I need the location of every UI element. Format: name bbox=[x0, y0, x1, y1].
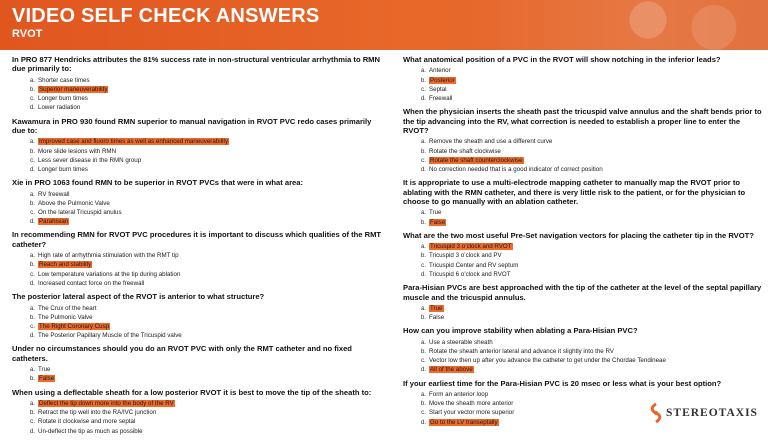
option-letter: a. bbox=[29, 190, 35, 198]
option-letter: a. bbox=[420, 338, 426, 346]
option-letter: b. bbox=[29, 86, 35, 94]
correct-answer-highlight: Posterior bbox=[430, 76, 455, 84]
answer-option-correct bbox=[420, 218, 763, 227]
answer-option bbox=[30, 270, 384, 279]
option-letter: a. bbox=[420, 67, 426, 75]
answer-option bbox=[29, 408, 384, 417]
answer-option bbox=[420, 94, 763, 103]
correct-answer-highlight: Go to the LV transeptally bbox=[430, 418, 498, 426]
answer-option-correct bbox=[29, 217, 384, 226]
answer-option-correct bbox=[420, 365, 763, 374]
answer-option bbox=[420, 338, 763, 347]
answer-option bbox=[420, 313, 763, 322]
option-letter: c. bbox=[421, 261, 426, 269]
option-text: False bbox=[429, 314, 445, 322]
question-block bbox=[12, 55, 384, 113]
option-letter: b. bbox=[420, 400, 426, 408]
answer-option bbox=[29, 251, 384, 260]
answer-option bbox=[30, 94, 384, 103]
option-text: Start your vector more superior bbox=[429, 409, 515, 417]
answer-list bbox=[12, 399, 384, 436]
option-letter: b. bbox=[29, 313, 35, 321]
option-text: Above the Pulmonic Valve bbox=[38, 199, 110, 207]
logo-text: STEREOTAXIS bbox=[666, 407, 758, 419]
answer-option bbox=[420, 66, 763, 75]
option-letter: b. bbox=[29, 261, 35, 269]
option-text: Low temperature variations at the tip during ablation bbox=[38, 270, 181, 278]
answer-option bbox=[29, 190, 384, 199]
answer-option bbox=[420, 347, 763, 356]
answer-option bbox=[29, 365, 384, 374]
option-text: Lower radiation bbox=[38, 104, 81, 112]
option-text: More slide lesions with RMN bbox=[38, 147, 117, 155]
correct-answer-highlight: Improved case and fluoro times as well as enhanced maneuverability bbox=[39, 138, 229, 146]
answer-option bbox=[421, 356, 763, 365]
question-block bbox=[403, 283, 763, 322]
option-letter: b. bbox=[420, 76, 426, 84]
left-column bbox=[12, 55, 384, 440]
option-letter: b. bbox=[29, 375, 35, 383]
correct-answer-highlight: Superior maneuverability bbox=[39, 86, 108, 94]
page-subtitle: RVOT bbox=[12, 28, 43, 40]
option-letter: c. bbox=[421, 357, 426, 365]
option-letter: d. bbox=[29, 279, 35, 287]
option-text: Move the sheath more anterior bbox=[429, 400, 514, 408]
question-text: When using a deflectable sheath for a low posterior RVOT it is best to move the tip of the sheath to: bbox=[12, 387, 372, 397]
option-text: Tricuspid Center and RV septum bbox=[429, 261, 519, 269]
answer-option bbox=[29, 304, 384, 313]
option-text: Freewall bbox=[429, 95, 453, 103]
correct-answer-highlight: Tricuspid 3 o’clock and RVOT bbox=[430, 243, 512, 251]
option-letter: b. bbox=[420, 147, 426, 155]
option-letter: d. bbox=[29, 427, 35, 435]
logo-mark-icon bbox=[648, 403, 664, 423]
option-letter: a. bbox=[420, 243, 426, 251]
answer-list bbox=[12, 251, 384, 288]
header-banner bbox=[0, 0, 768, 50]
answer-list bbox=[12, 76, 384, 113]
answer-list bbox=[403, 304, 763, 322]
option-text: Anterior bbox=[429, 67, 451, 75]
answer-list bbox=[403, 66, 763, 103]
question-text: What anatomical position of a PVC in the RVOT will show notching in the inferior leads? bbox=[403, 55, 721, 64]
correct-answer-highlight: All of the above bbox=[430, 366, 473, 374]
option-text: True bbox=[38, 366, 51, 374]
answer-option bbox=[420, 137, 763, 146]
option-text: Vector low then up after you advance the catheter to get under the Chordae Tendineae bbox=[429, 357, 666, 365]
question-block bbox=[12, 344, 384, 383]
question-block bbox=[403, 55, 763, 103]
right-column bbox=[403, 55, 763, 431]
answer-option-correct bbox=[420, 76, 763, 85]
question-text: When the physician inserts the sheath past the tricuspid valve annulus and the shaft bends prior to the tip advancing into the RV, what correction is needed to establish a proper line to enter the RVOT? bbox=[403, 107, 762, 136]
question-block bbox=[403, 178, 763, 227]
answer-option bbox=[29, 279, 384, 288]
correct-answer-highlight: Deflect the tip down more into the body of the RV bbox=[39, 399, 174, 407]
option-text: Use a steerable sheath bbox=[429, 338, 493, 346]
option-text: Rotate it clockwise and more septal bbox=[38, 418, 136, 426]
answer-option bbox=[29, 199, 384, 208]
question-text: In recommending RMN for RVOT PVC procedures it is important to discuss which qualities of the RMT catheter? bbox=[12, 230, 382, 249]
option-letter: c. bbox=[421, 409, 426, 417]
question-block bbox=[12, 117, 384, 175]
answer-list bbox=[12, 137, 384, 174]
option-letter: c. bbox=[30, 322, 35, 330]
answer-option bbox=[29, 165, 384, 174]
answer-option bbox=[29, 76, 384, 85]
option-letter: d. bbox=[420, 366, 426, 374]
option-text: Shorter case times bbox=[38, 76, 90, 84]
header-decoration bbox=[468, 0, 768, 50]
question-text: If your earliest time for the Para-Hisian PVC is 20 msec or less what is your best option? bbox=[403, 378, 722, 388]
option-letter: a. bbox=[29, 138, 35, 146]
answer-list bbox=[12, 190, 384, 227]
option-letter: a. bbox=[29, 304, 35, 312]
option-letter: d. bbox=[420, 95, 426, 103]
answer-option bbox=[421, 85, 763, 94]
question-block bbox=[403, 326, 763, 374]
option-text: Longer burn times bbox=[38, 95, 88, 103]
option-letter: a. bbox=[29, 399, 35, 407]
answer-option-correct bbox=[29, 399, 384, 408]
question-block bbox=[12, 292, 384, 340]
answer-list bbox=[403, 242, 763, 279]
question-text: The posterior lateral aspect of the RVOT is anterior to what structure? bbox=[12, 292, 265, 302]
answer-option-correct bbox=[421, 156, 763, 165]
option-text: No correction needed that is a good indicator of correct position bbox=[429, 166, 603, 174]
question-block bbox=[12, 230, 384, 288]
option-letter: c. bbox=[421, 85, 426, 93]
option-letter: d. bbox=[420, 270, 426, 278]
question-block bbox=[403, 107, 763, 174]
answer-option bbox=[30, 156, 384, 165]
option-letter: b. bbox=[29, 409, 35, 417]
answer-option bbox=[420, 270, 763, 279]
option-text: Septal bbox=[429, 85, 447, 93]
option-letter: d. bbox=[420, 418, 426, 426]
answer-option bbox=[420, 251, 763, 260]
stereotaxis-logo bbox=[648, 403, 763, 423]
option-letter: b. bbox=[420, 252, 426, 260]
option-letter: b. bbox=[29, 147, 35, 155]
option-letter: c. bbox=[421, 156, 426, 164]
option-text: The Posterior Papillary Muscle of the Tricuspid valve bbox=[38, 332, 182, 340]
answer-option bbox=[29, 427, 384, 436]
answer-option-correct bbox=[29, 260, 384, 269]
option-letter: c. bbox=[30, 209, 35, 217]
answer-option bbox=[30, 417, 384, 426]
question-block bbox=[12, 178, 384, 226]
option-letter: d. bbox=[29, 104, 35, 112]
option-letter: a. bbox=[420, 390, 426, 398]
correct-answer-highlight: True bbox=[430, 304, 443, 312]
option-letter: a. bbox=[29, 76, 35, 84]
option-text: Retract the tip well into the RA/IVC junction bbox=[38, 409, 157, 417]
option-text: Less sever disease in the RMN group bbox=[38, 156, 142, 164]
option-text: The Pulmonic Valve bbox=[38, 313, 93, 321]
option-letter: c. bbox=[30, 270, 35, 278]
option-text: True bbox=[429, 209, 442, 217]
correct-answer-highlight: The Right Coronary Cusp bbox=[39, 322, 110, 330]
question-text: What are the two most useful Pre-Set navigation vectors for placing the catheter tip in the RVOT? bbox=[403, 230, 754, 240]
option-text: Remove the sheath and use a different curve bbox=[429, 138, 553, 146]
answer-option bbox=[29, 147, 384, 156]
option-text: Longer burn times bbox=[38, 166, 88, 174]
question-text: Xie in PRO 1063 found RMN to be superior in RVOT PVCs that were in what area: bbox=[12, 178, 304, 188]
correct-answer-highlight: Parahisian bbox=[39, 218, 69, 226]
question-text: It is appropriate to use a multi-electrode mapping catheter to manually map the RVOT prior to ablating with the RMN catheter, and there is very little risk to the patient, or for the physician to choose to go manually with an ablation catheter. bbox=[403, 178, 746, 207]
answer-list bbox=[12, 365, 384, 383]
option-letter: a. bbox=[420, 138, 426, 146]
answer-option bbox=[29, 331, 384, 340]
answer-option-correct bbox=[420, 304, 763, 313]
answer-option bbox=[420, 147, 763, 156]
correct-answer-highlight: False bbox=[430, 218, 446, 226]
answer-option-correct bbox=[29, 137, 384, 146]
answer-list bbox=[403, 338, 763, 375]
option-text: Form an anterior loop bbox=[429, 390, 489, 398]
option-letter: a. bbox=[29, 366, 35, 374]
option-text: Tricuspid 6 o’clock and RVOT bbox=[429, 270, 511, 278]
option-text: Rotate the sheath anterior lateral and advance it slightly into the RV bbox=[429, 347, 614, 355]
question-text: Under no circumstances should you do an RVOT PVC with only the RMT catheter and no fixed catheters. bbox=[12, 344, 352, 363]
answer-option bbox=[30, 208, 384, 217]
answer-option bbox=[420, 165, 763, 174]
answer-option-correct bbox=[420, 242, 763, 251]
option-letter: b. bbox=[420, 347, 426, 355]
option-letter: b. bbox=[420, 218, 426, 226]
answer-option-correct bbox=[30, 322, 384, 331]
option-text: The Crux of the heart bbox=[38, 304, 97, 312]
option-text: Rotate the shaft clockwise bbox=[429, 147, 501, 155]
question-block bbox=[403, 231, 763, 279]
answer-option bbox=[420, 208, 763, 217]
correct-answer-highlight: False bbox=[39, 375, 55, 383]
option-letter: a. bbox=[420, 209, 426, 217]
option-letter: d. bbox=[29, 166, 35, 174]
option-letter: b. bbox=[29, 199, 35, 207]
option-text: Un-deflect the tip as much as possible bbox=[38, 427, 143, 435]
page-title: VIDEO SELF CHECK ANSWERS bbox=[12, 5, 320, 27]
question-text: How can you improve stability when ablating a Para-Hisian PVC? bbox=[403, 326, 638, 336]
answer-list bbox=[12, 304, 384, 341]
option-letter: a. bbox=[420, 304, 426, 312]
option-text: Tricuspid 3 o’clock and PV bbox=[429, 252, 502, 260]
option-letter: c. bbox=[30, 95, 35, 103]
option-text: High rate of arrhythmia stimulation with the RMT tip bbox=[38, 252, 179, 260]
question-text: In PRO 877 Hendricks attributes the 81% success rate in non-structural ventricular arrhythmia to RMN due primarily to: bbox=[12, 55, 380, 74]
answer-option bbox=[420, 390, 763, 399]
question-text: Kawamura in PRO 930 found RMN superior to manual navigation in RVOT PVC redo cases primarily due to: bbox=[12, 116, 372, 136]
option-text: On the lateral Tricuspid anulus bbox=[38, 209, 122, 217]
option-letter: d. bbox=[420, 166, 426, 174]
question-text: Para-Hisian PVCs are best approached with the tip of the catheter at the level of the septal papillary muscle and the tricuspid annulus. bbox=[403, 283, 762, 302]
option-text: RV freewall bbox=[38, 190, 70, 198]
answer-option-correct bbox=[29, 85, 384, 94]
answer-option bbox=[29, 103, 384, 112]
option-letter: c. bbox=[30, 156, 35, 164]
answer-list bbox=[403, 208, 763, 226]
option-letter: c. bbox=[30, 418, 35, 426]
answer-option bbox=[29, 313, 384, 322]
option-letter: d. bbox=[29, 218, 35, 226]
option-letter: d. bbox=[29, 332, 35, 340]
correct-answer-highlight: Rotate the shaft counterclockwise bbox=[430, 156, 523, 164]
question-block bbox=[12, 388, 384, 436]
correct-answer-highlight: Reach and stability bbox=[39, 261, 92, 269]
answer-option bbox=[421, 261, 763, 270]
option-letter: a. bbox=[29, 252, 35, 260]
answer-list bbox=[403, 137, 763, 174]
option-letter: b. bbox=[420, 314, 426, 322]
option-text: Increased contact force on the freewall bbox=[38, 279, 145, 287]
answer-option-correct bbox=[29, 374, 384, 383]
